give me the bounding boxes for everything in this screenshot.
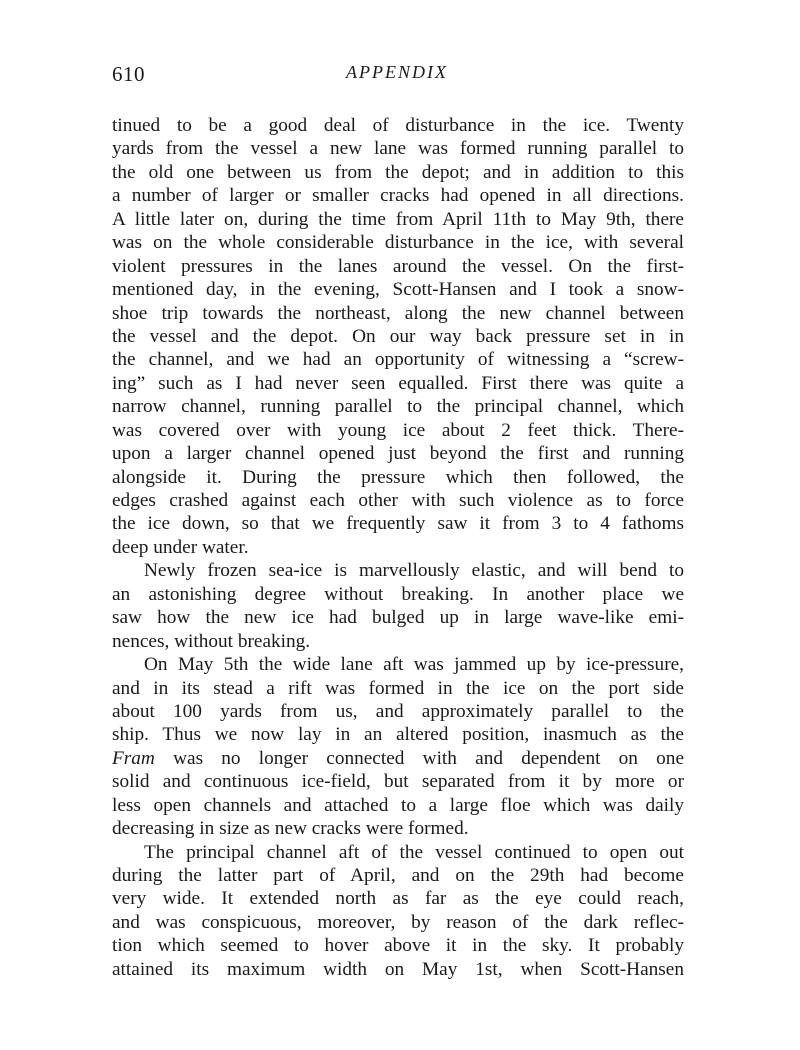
text-line: the channel, and we had an opportunity of witnessing a “screw- (112, 349, 684, 371)
text-line: mentioned day, in the evening, Scott-Hansen and I took a snow- (112, 279, 684, 301)
text-line: violent pressures in the lanes around the vessel. On the first- (112, 255, 684, 277)
text-line: nences, without breaking. (112, 630, 311, 652)
paragraph (112, 114, 684, 559)
text-line: yards from the vessel a new lane was formed running parallel to (112, 138, 684, 160)
text-line: during the latter part of April, and on the 29th had become (112, 865, 684, 886)
text-line: attained its maximum width on May 1st, when Scott-Hansen (112, 958, 684, 980)
text-line: deep under water. (112, 536, 249, 558)
text-fragment: was no longer connected with and dependent on one (154, 747, 684, 769)
text-line: about 100 yards from us, and approximately parallel to the (112, 700, 684, 722)
page-header (112, 62, 682, 92)
text-line-with-italic (112, 747, 684, 770)
text-line: narrow channel, running parallel to the principal channel, which (112, 396, 684, 418)
text-line: the vessel and the depot. On our way back pressure set in in (112, 325, 684, 347)
text-line: shoe trip towards the northeast, along the new channel between (112, 302, 684, 324)
text-line: and in its stead a rift was formed in the ice on the port side (112, 677, 684, 699)
text-line: alongside it. During the pressure which then followed, the (112, 466, 684, 488)
paragraph (112, 653, 684, 841)
paragraph (112, 559, 684, 653)
text-line: edges crashed against each other with such violence as to force (112, 490, 684, 511)
text-line: ship. Thus we now lay in an altered position, inasmuch as the (112, 724, 684, 746)
paragraph (112, 841, 684, 982)
text-line: Newly frozen sea-ice is marvellously elastic, and will bend to (144, 560, 684, 582)
text-line: and was conspicuous, moreover, by reason of the dark reflec- (112, 911, 684, 933)
text-line: solid and continuous ice-field, but separated from it by more or (112, 771, 684, 793)
text-line: a number of larger or smaller cracks had opened in all directions. (112, 185, 684, 207)
text-line: the ice down, so that we frequently saw it from 3 to 4 fathoms (112, 513, 684, 535)
text-line: less open channels and attached to a large floe which was daily (112, 794, 684, 816)
text-line: was on the whole considerable disturbance in the ice, with several (112, 232, 684, 254)
body-text (112, 114, 684, 981)
text-line: decreasing in size as new cracks were formed. (112, 818, 469, 840)
text-line: tion which seemed to hover above it in the sky. It probably (112, 935, 684, 957)
text-line: On May 5th the wide lane aft was jammed up by ice-pressure, (144, 654, 684, 676)
text-line: tinued to be a good deal of disturbance in the ice. Twenty (112, 115, 684, 136)
text-line: The principal channel aft of the vessel continued to open out (144, 841, 684, 863)
text-line: very wide. It extended north as far as the eye could reach, (112, 888, 684, 910)
text-line: the old one between us from the depot; and in addition to this (112, 161, 684, 183)
ship-name: Fram (112, 747, 155, 769)
text-line: saw how the new ice had bulged up in large wave-like emi- (112, 607, 684, 629)
running-head: APPENDIX (346, 62, 448, 82)
text-line: was covered over with young ice about 2 feet thick. There- (112, 419, 684, 441)
text-line: an astonishing degree without breaking. In another place we (112, 583, 684, 605)
text-line: upon a larger channel opened just beyond the first and running (112, 443, 684, 465)
page-number: 610 (112, 62, 145, 86)
text-line: ing” such as I had never seen equalled. First there was quite a (112, 372, 684, 394)
text-line: A little later on, during the time from April 11th to May 9th, there (112, 208, 684, 230)
